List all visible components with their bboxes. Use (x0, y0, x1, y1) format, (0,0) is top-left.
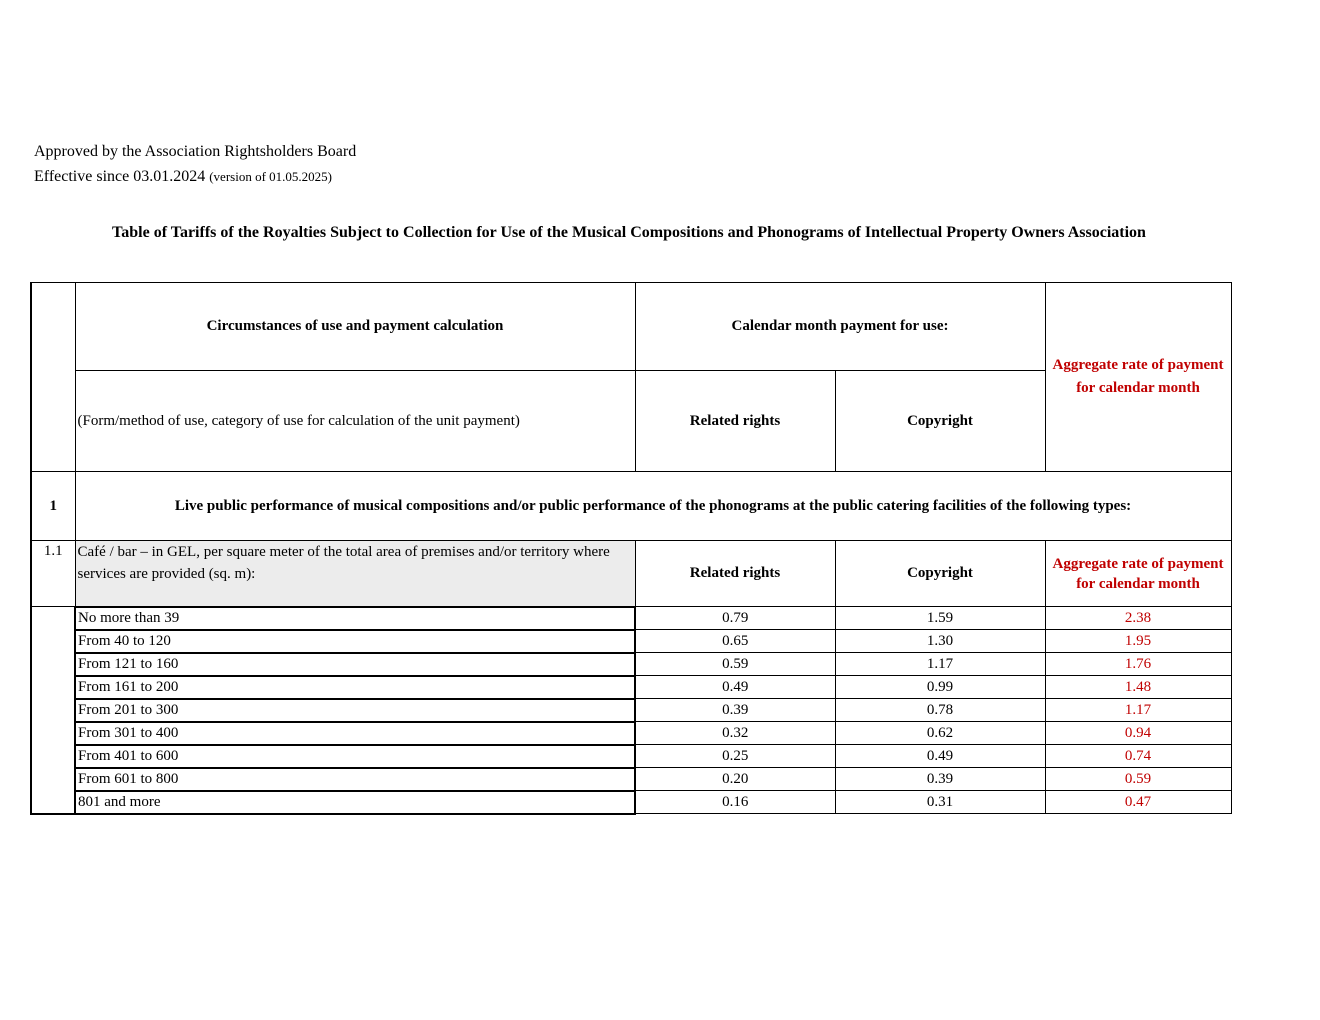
table-row (31, 699, 1231, 722)
copyright-value: 1.30 (835, 630, 1045, 653)
area-range-label: From 161 to 200 (75, 676, 635, 699)
related-rights-value: 0.65 (635, 630, 835, 653)
section-number: 1 (31, 472, 75, 541)
area-range-label: No more than 39 (75, 607, 635, 630)
copyright-value: 0.31 (835, 791, 1045, 814)
area-range-label: From 121 to 160 (75, 653, 635, 676)
area-range-label: From 40 to 120 (75, 630, 635, 653)
subsection-number: 1.1 (31, 541, 75, 607)
category-description: Café / bar – in GEL, per square meter of the total area of premises and/or territory where services are provided (sq. m): (75, 541, 635, 607)
section-title: Live public performance of musical compositions and/or public performance of the phonograms at the public catering facilities of the following types: (75, 472, 1231, 541)
subsection-related-header: Related rights (635, 541, 835, 607)
aggregate-rate-value: 1.95 (1045, 630, 1231, 653)
copyright-value: 0.49 (835, 745, 1045, 768)
related-rights-value: 0.32 (635, 722, 835, 745)
document-title: Table of Tariffs of the Royalties Subject to Collection for Use of the Musical Compositions and Phonograms of Intellectual Property Owners Association (112, 224, 1146, 241)
table-row (31, 722, 1231, 745)
row-number-spacer (31, 607, 75, 814)
rate-rows (31, 607, 1231, 814)
copyright-value: 0.62 (835, 722, 1045, 745)
aggregate-rate-value: 1.17 (1045, 699, 1231, 722)
section-row (31, 472, 1231, 541)
approval-block (34, 139, 356, 189)
copyright-value: 0.39 (835, 768, 1045, 791)
aggregate-rate-value: 0.74 (1045, 745, 1231, 768)
table-row (31, 768, 1231, 791)
related-rights-value: 0.39 (635, 699, 835, 722)
aggregate-rate-header: Aggregate rate of payment for calendar month (1045, 283, 1231, 472)
table-row (31, 653, 1231, 676)
table-row (31, 676, 1231, 699)
aggregate-rate-value: 2.38 (1045, 607, 1231, 630)
tariff-table (30, 282, 1232, 815)
table-row (31, 607, 1231, 630)
copyright-value: 1.59 (835, 607, 1045, 630)
aggregate-rate-value: 1.48 (1045, 676, 1231, 699)
area-range-label: 801 and more (75, 791, 635, 814)
subsection-aggregate-header: Aggregate rate of payment for calendar month (1045, 541, 1231, 607)
related-rights-value: 0.16 (635, 791, 835, 814)
area-range-label: From 301 to 400 (75, 722, 635, 745)
related-rights-value: 0.79 (635, 607, 835, 630)
related-rights-header: Related rights (635, 371, 835, 472)
effective-label: Effective since 03.01.2024 (34, 168, 206, 185)
table-row (31, 630, 1231, 653)
related-rights-value: 0.59 (635, 653, 835, 676)
subsection-copyright-header: Copyright (835, 541, 1045, 607)
form-method-header: (Form/method of use, category of use for calculation of the unit payment) (75, 371, 635, 472)
copyright-value: 1.17 (835, 653, 1045, 676)
table-row (31, 791, 1231, 814)
aggregate-rate-value: 1.76 (1045, 653, 1231, 676)
version-note: (version of 01.05.2025) (209, 169, 332, 184)
approved-line: Approved by the Association Rightsholders Board (34, 143, 357, 160)
area-range-label: From 201 to 300 (75, 699, 635, 722)
calendar-month-header: Calendar month payment for use: (635, 283, 1045, 371)
aggregate-rate-value: 0.59 (1045, 768, 1231, 791)
area-range-label: From 401 to 600 (75, 745, 635, 768)
number-column-header (31, 283, 75, 472)
related-rights-value: 0.25 (635, 745, 835, 768)
related-rights-value: 0.49 (635, 676, 835, 699)
subsection-row (31, 541, 1231, 607)
aggregate-rate-value: 0.47 (1045, 791, 1231, 814)
table-row (31, 745, 1231, 768)
copyright-value: 0.99 (835, 676, 1045, 699)
table-header-row (31, 283, 1231, 371)
related-rights-value: 0.20 (635, 768, 835, 791)
aggregate-rate-value: 0.94 (1045, 722, 1231, 745)
area-range-label: From 601 to 800 (75, 768, 635, 791)
circumstances-header: Circumstances of use and payment calculation (75, 283, 635, 371)
effective-line (34, 164, 356, 189)
copyright-header: Copyright (835, 371, 1045, 472)
copyright-value: 0.78 (835, 699, 1045, 722)
